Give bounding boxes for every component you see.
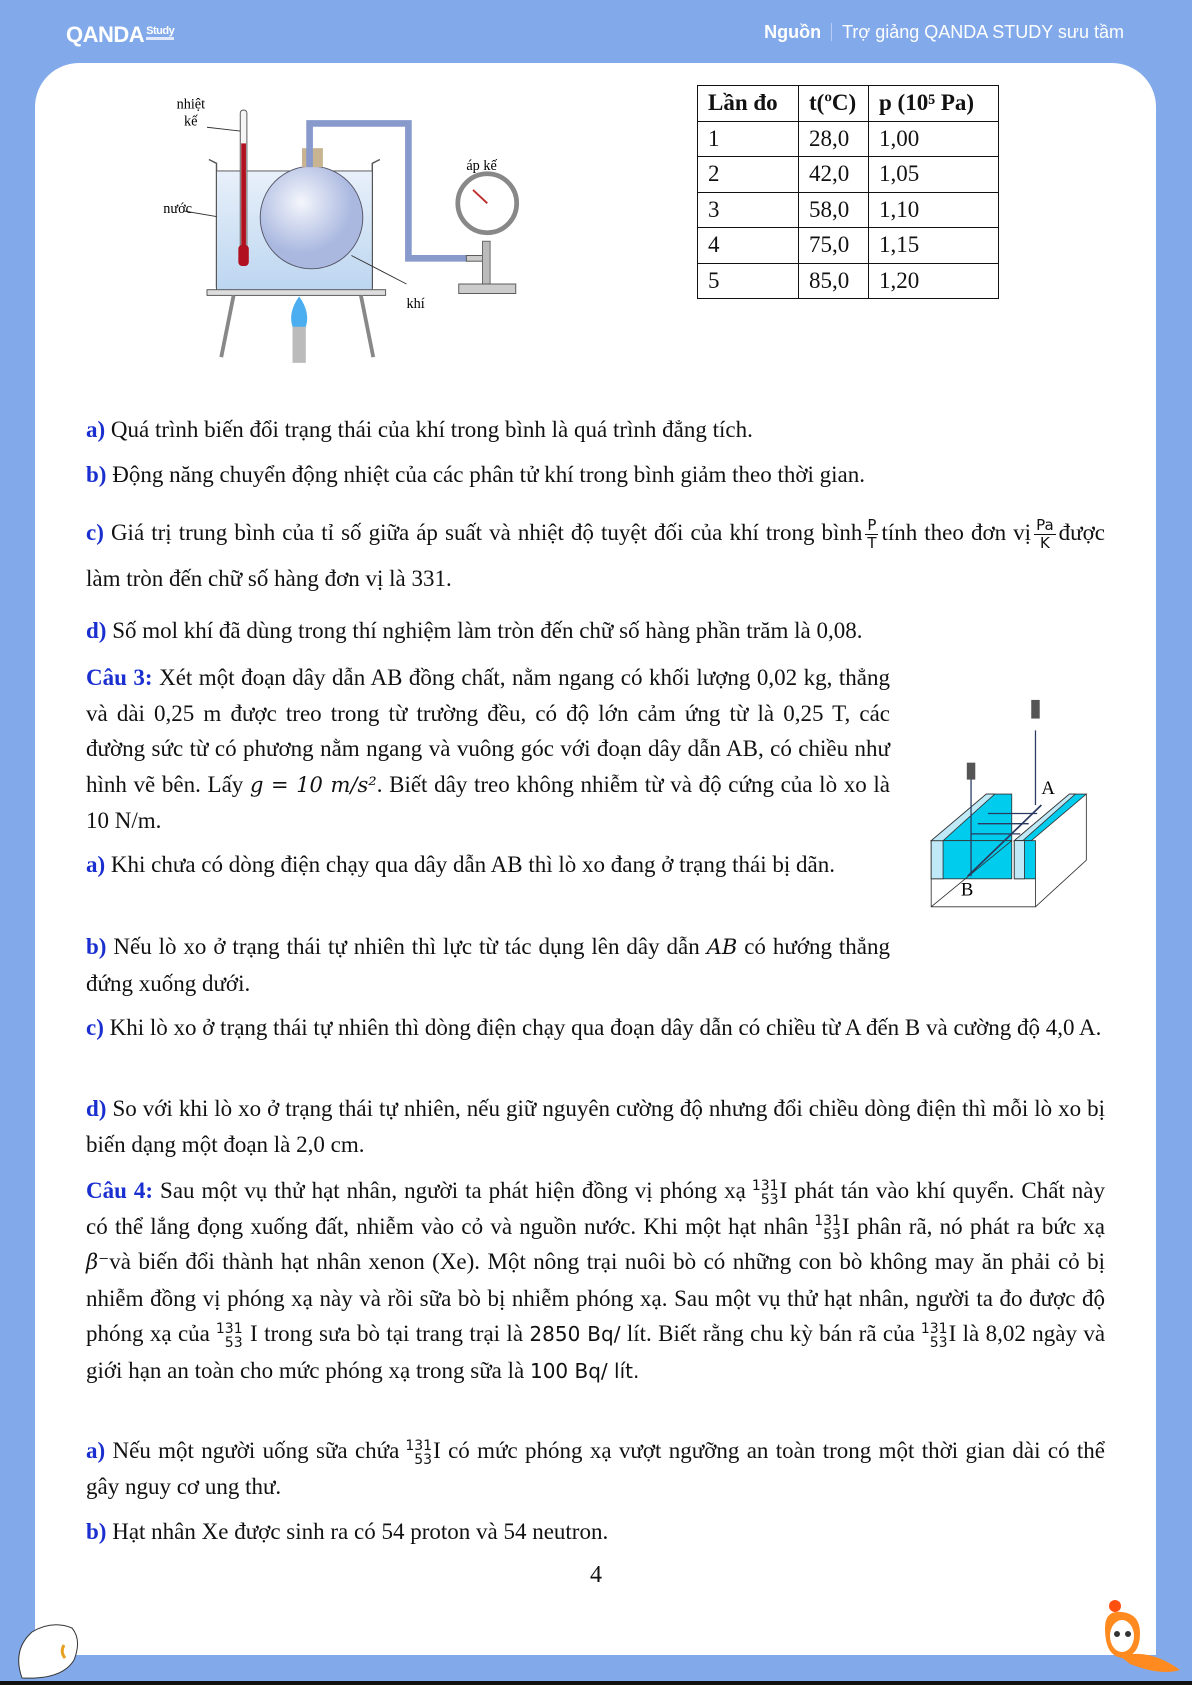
formula: g = 10 m/s² (249, 772, 377, 797)
q2-option-c (86, 510, 1105, 602)
nuclide-i131 (405, 1439, 432, 1467)
question-text: phát tán vào khí quyển. Chất này có thể lắng đọng xuống đất, nhiễm vào cỏ và nguồn nước. Khi một hạt nhân (86, 1178, 1106, 1239)
question-text: và biến đổi thành hạt nhân xenon (Xe). Một nông trại nuôi bò có những con bò không may ăn phải cỏ bị nhiễm đồng vị phóng xạ này và rồi sữa bò bị nhiễm phóng xạ. Sau một vụ thử hạt nhân, người ta đo được độ phóng xạ của (86, 1249, 1105, 1346)
question-text: phân rã, nó phát ra bức xạ (856, 1213, 1105, 1239)
option-text: Nếu một người uống sữa chứa (112, 1438, 400, 1463)
option-label: c) (86, 520, 104, 545)
label-water: nước (163, 200, 193, 217)
q4-stem (86, 1173, 1105, 1389)
question-text: . Biết dây treo không nhiễm từ và độ cứng của lò xo là 10 N/m. (86, 771, 890, 833)
option-text: có mức phóng xạ vượt ngưỡng an toàn trong một thời gian dài có thể gây nguy cơ ung thư. (86, 1438, 1106, 1499)
cell: 1 (698, 121, 799, 157)
cell: 85,0 (799, 263, 869, 299)
fraction-p-over-t (865, 517, 878, 552)
formula: AB (706, 935, 738, 959)
symbol: I (250, 1321, 258, 1346)
nuclide-i131 (216, 1322, 243, 1350)
mass-number: 131 (405, 1437, 433, 1454)
logo-text: QANDA (66, 22, 145, 47)
option-text: Khi lò xo ở trạng thái tự nhiên thì dòng điện chạy qua đoạn dây dẫn có chiều từ A đến B và cường độ 4,0 A. (109, 1015, 1102, 1040)
cell: 42,0 (799, 157, 869, 193)
option-text: Hạt nhân Xe được sinh ra có 54 proton và 54 neutron. (112, 1519, 609, 1544)
cell: 1,00 (869, 121, 999, 157)
symbol: I (433, 1438, 441, 1463)
cell: 2 (698, 157, 799, 193)
nuclide-i131 (921, 1322, 948, 1350)
option-label: d) (86, 618, 107, 643)
question-text: Xét một đoạn dây dẫn AB đồng chất, nằm ngang có khối lượng 0,02 kg, thẳng và dài 0,25 m được treo trong từ trường đều, có độ lớn cảm ứng từ là 0,25 T, các đường sức từ có phương nằm ngang và vuông góc với đoạn dây dẫn AB, có chiều như hình vẽ bên. Lấy (86, 665, 891, 797)
mass-number: 131 (215, 1320, 243, 1337)
denominator: T (867, 534, 877, 553)
question-label: Câu 3: (86, 665, 153, 690)
symbol: I (841, 1213, 850, 1239)
qanda-logo (66, 22, 174, 48)
value: 100 Bq/ lít. (529, 1358, 640, 1383)
symbol: I (948, 1321, 957, 1346)
table-row (698, 121, 999, 157)
mass-number: 131 (920, 1320, 948, 1337)
atomic-number: 53 (823, 1227, 841, 1244)
q3-option-a (86, 847, 890, 883)
value: 2850 Bq/ (529, 1322, 621, 1346)
experiment-figure (150, 86, 530, 368)
q3-option-c (86, 1010, 1105, 1046)
header-cell: p (10⁵ Pa) (869, 86, 999, 122)
source-label: Nguồn (764, 22, 822, 42)
cell: 4 (698, 228, 799, 264)
divider (831, 23, 832, 41)
label-thermometer: nhiệt (176, 96, 206, 113)
measurement-table (697, 85, 999, 299)
option-label: b) (86, 1519, 107, 1544)
option-text: được làm tròn đến chữ số hàng đơn vị là 331. (86, 520, 1105, 591)
source-info (764, 22, 1124, 43)
symbol: I (779, 1178, 788, 1203)
header-cell: t(ºC) (799, 86, 869, 122)
orange-mascot-icon (1100, 1598, 1190, 1680)
option-text: Số mol khí đã dùng trong thí nghiệm làm tròn đến chữ số hàng phần trăm là 0,08. (112, 618, 863, 643)
q2-option-b (86, 457, 1105, 493)
table-header (698, 86, 999, 122)
source-text: Trợ giảng QANDA STUDY sưu tầm (842, 22, 1124, 42)
cell: 28,0 (799, 121, 869, 157)
label-b: B (960, 879, 974, 901)
option-label: b) (86, 934, 107, 959)
q3-option-b (86, 929, 890, 1001)
question-text: Sau một vụ thử hạt nhân, người ta phát hiện đồng vị phóng xạ (160, 1178, 746, 1203)
label-thermometer-2: kế (184, 113, 198, 130)
option-text: Khi chưa có dòng điện chạy qua dây dẫn AB thì lò xo đang ở trạng thái bị dãn. (110, 852, 835, 877)
ghost-mascot-icon (12, 1620, 80, 1680)
page-number: 4 (590, 1562, 602, 1588)
option-text: Động năng chuyển động nhiệt của các phân tử khí trong bình giảm theo thời gian. (112, 462, 865, 487)
q3-stem (86, 660, 890, 839)
q2-option-d (86, 613, 1105, 649)
atomic-number: 53 (414, 1451, 433, 1468)
cell: 1,10 (869, 192, 999, 228)
label-gauge: áp kế (466, 158, 497, 174)
label-a: A (1041, 778, 1055, 800)
option-text: Nếu lò xo ở trạng thái tự nhiên thì lực từ tác dụng lên dây dẫn (113, 934, 700, 959)
option-text: Quá trình biến đổi trạng thái của khí trong bình là quá trình đẳng tích. (110, 417, 753, 442)
cell: 1,05 (869, 157, 999, 193)
option-text: có hướng thẳng đứng xuống dưới. (86, 934, 890, 996)
mass-number: 131 (814, 1213, 841, 1230)
question-text: lít. Biết rằng chu kỳ bán rã của (626, 1321, 915, 1346)
header-cell: Lần đo (698, 86, 799, 122)
q4-option-b (86, 1514, 1105, 1550)
q3-option-d (86, 1091, 1105, 1162)
numerator: P (867, 516, 877, 535)
option-text: Giá trị trung bình của tỉ số giữa áp suất và nhiệt độ tuyệt đối của khí trong bình (110, 520, 863, 545)
denominator: K (1039, 534, 1050, 553)
q4-option-a (86, 1433, 1105, 1504)
cell: 1,15 (869, 228, 999, 264)
table-row (698, 263, 999, 299)
q2-option-a (86, 412, 1105, 448)
question-label: Câu 4: (86, 1178, 154, 1203)
option-text: tính theo đơn vị (881, 520, 1032, 545)
magnet-figure (910, 675, 1105, 930)
option-label: a) (86, 1438, 106, 1463)
cell: 75,0 (799, 228, 869, 264)
option-label: a) (86, 852, 106, 877)
fraction-pa-over-k (1034, 517, 1056, 552)
nuclide-i131 (752, 1179, 779, 1207)
cell: 1,20 (869, 263, 999, 299)
question-text: trong sưa bò tại trang trại là (264, 1321, 524, 1346)
atomic-number: 53 (929, 1334, 948, 1351)
atomic-number: 53 (224, 1334, 243, 1351)
option-label: c) (86, 1015, 104, 1040)
cell: 5 (698, 263, 799, 299)
cell: 58,0 (799, 192, 869, 228)
numerator: Pa (1036, 516, 1054, 535)
cell: 3 (698, 192, 799, 228)
option-label: d) (86, 1096, 107, 1121)
atomic-number: 53 (760, 1191, 779, 1208)
table-row (698, 228, 999, 264)
option-label: b) (86, 462, 107, 487)
mass-number: 131 (751, 1177, 779, 1194)
logo-sub: Study (146, 25, 174, 40)
option-text: So với khi lò xo ở trạng thái tự nhiên, nếu giữ nguyên cường độ nhưng đổi chiều dòng điện thì mỗi lò xo bị biến dạng một đoạn là 2,0 cm. (86, 1096, 1106, 1157)
bottom-border (0, 1681, 1192, 1685)
question-text: là 8,02 ngày và giới hạn an toàn cho mức phóng xạ trong sữa là (86, 1321, 1106, 1383)
table-row (698, 192, 999, 228)
label-gas: khí (406, 295, 425, 312)
beta-symbol: β⁻ (86, 1250, 110, 1274)
nuclide-i131 (814, 1214, 841, 1242)
option-label: a) (86, 417, 106, 442)
table-row (698, 157, 999, 193)
